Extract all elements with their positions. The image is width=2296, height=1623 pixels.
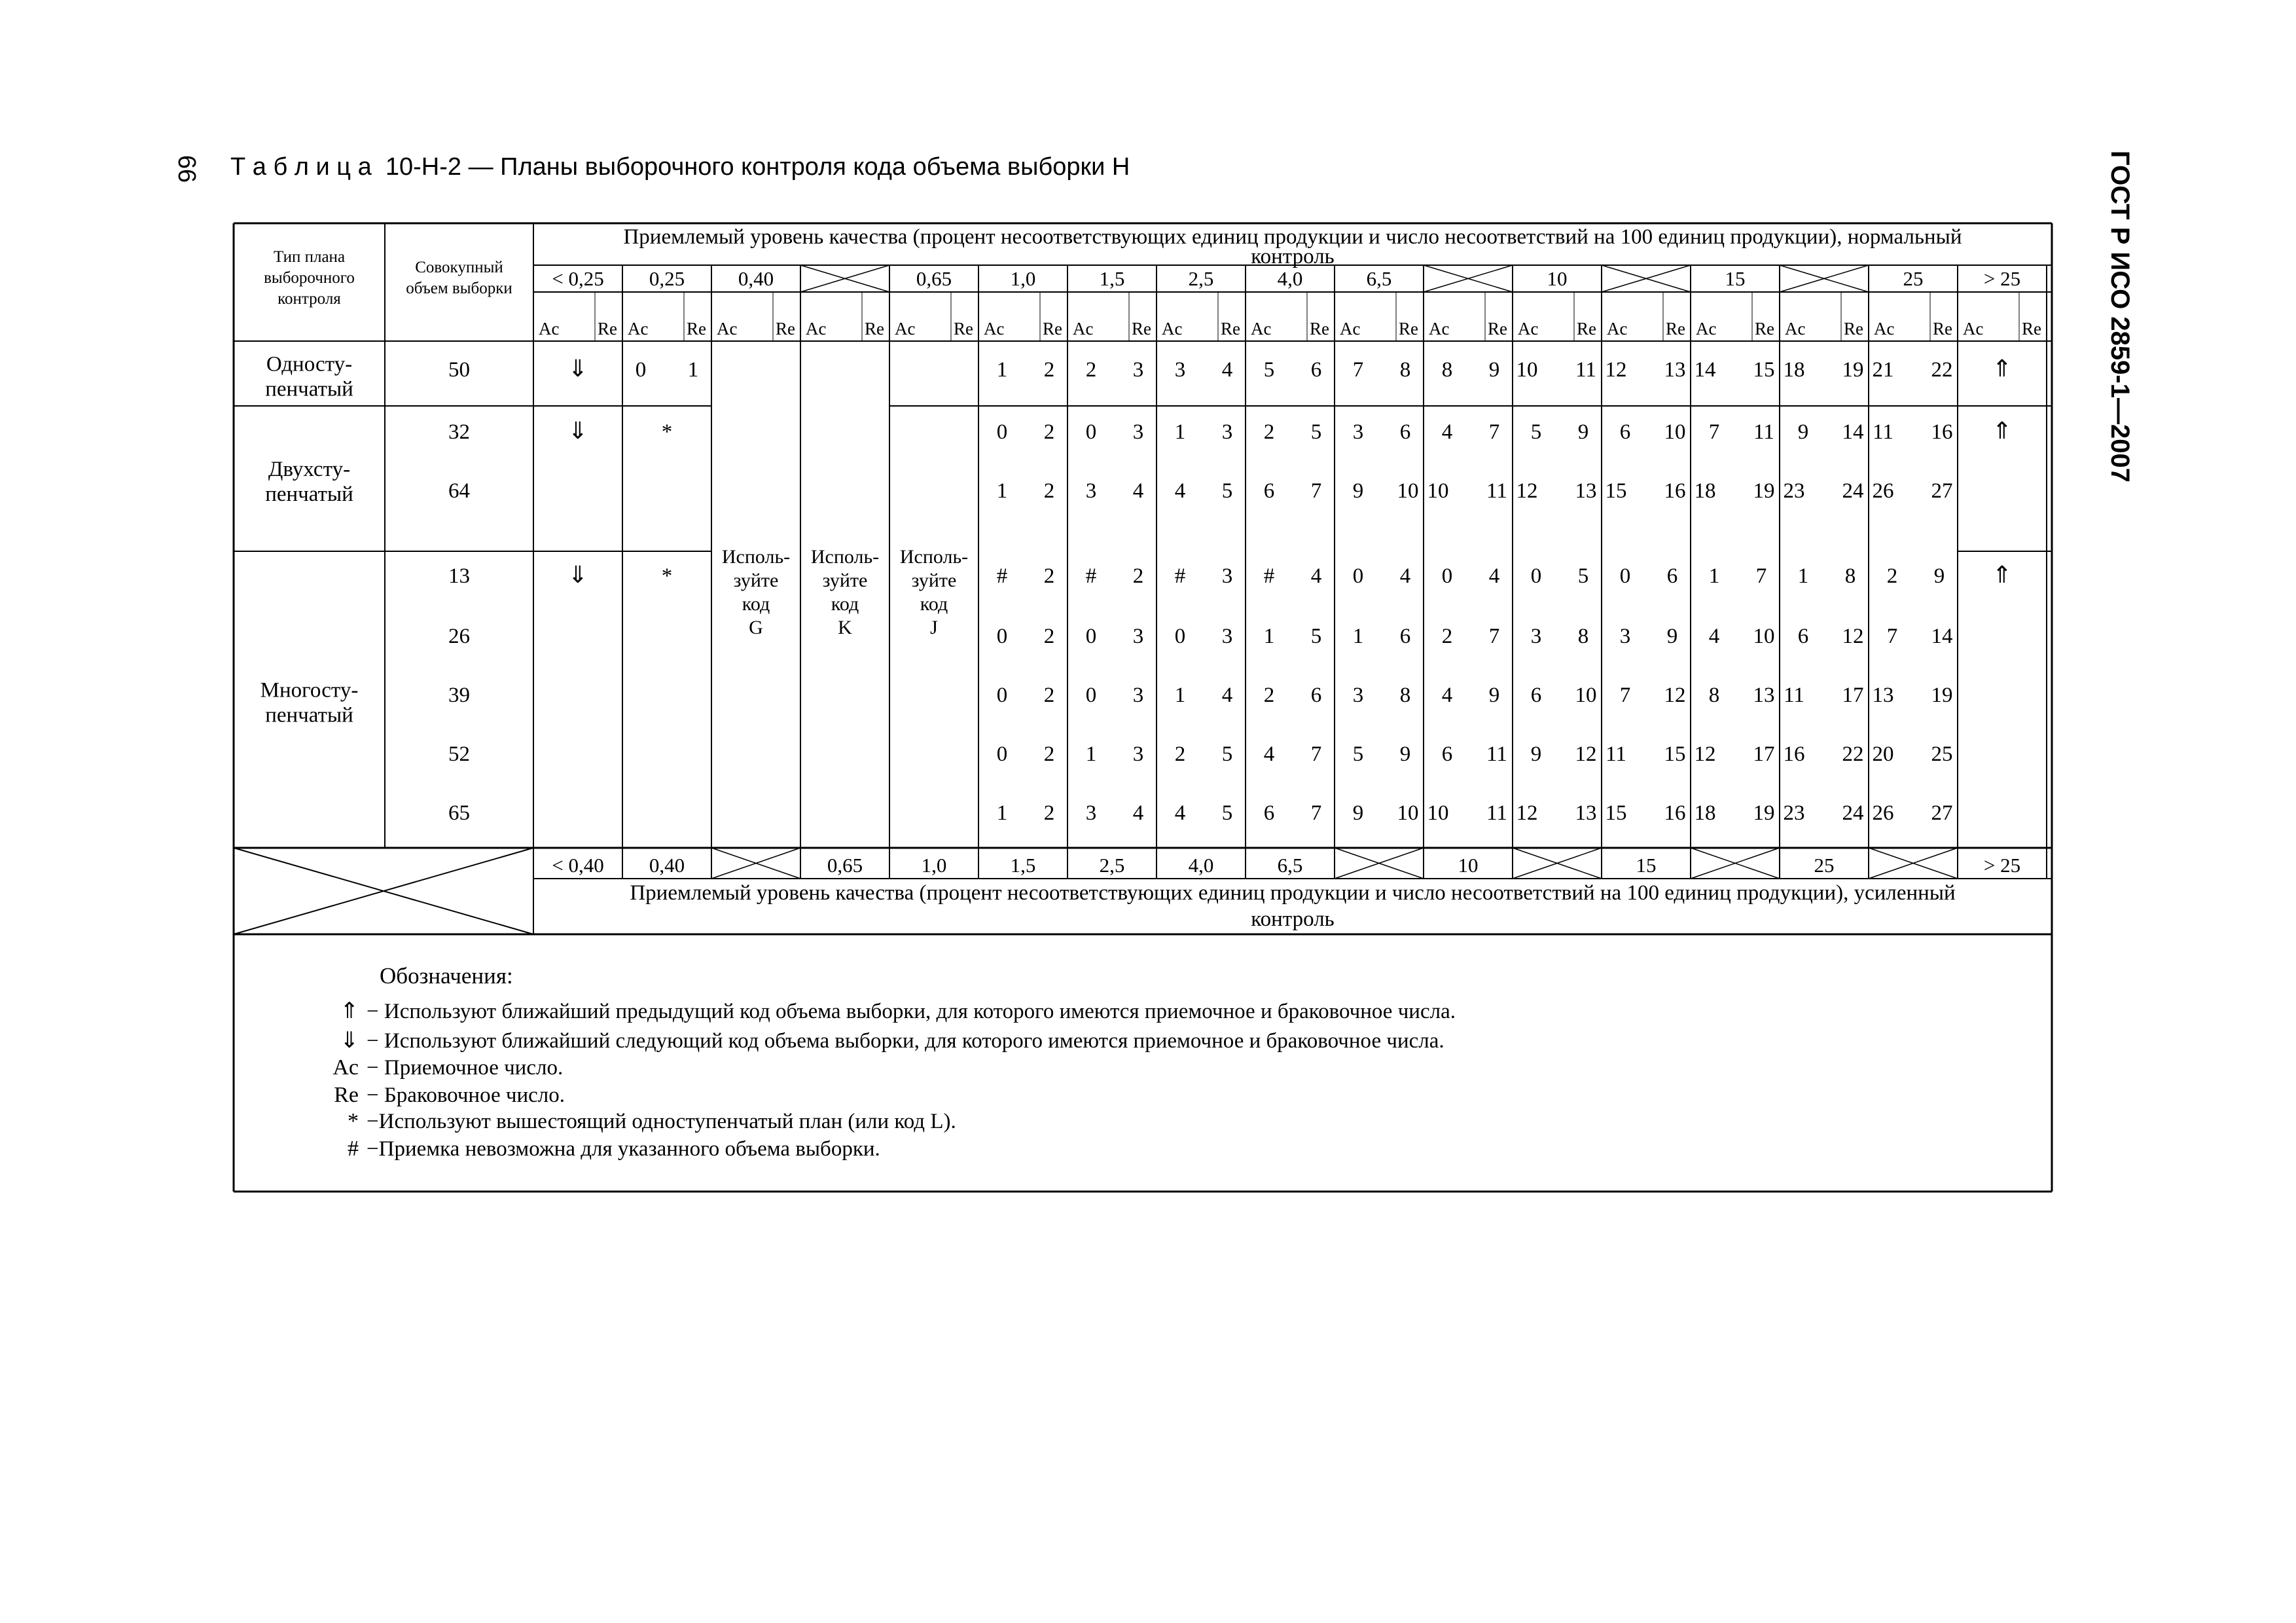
ac-value: 4	[1441, 420, 1453, 444]
ac-value: 0	[996, 625, 1008, 648]
re-value: 5	[1310, 420, 1322, 444]
plan-type-label: пенчатый	[265, 377, 353, 401]
ac-value: 26	[1872, 479, 1894, 503]
star-symbol: *	[661, 564, 673, 588]
normal-aql-value: 2,5	[1188, 267, 1214, 290]
re-value: 9	[1577, 420, 1589, 444]
ac-value: 0	[1619, 564, 1631, 588]
ac-value: 0	[1085, 420, 1097, 444]
use-code-text: G	[749, 617, 763, 638]
normal-aql-value: > 25	[1983, 267, 2021, 290]
ac-value: 5	[1263, 358, 1275, 382]
ac-value: #	[1085, 564, 1097, 588]
normal-aql-value: 1,0	[1010, 267, 1036, 290]
ac-value: 12	[1694, 742, 1716, 766]
tightened-aql-header: Приемлемый уровень качества (процент несоответствующих единиц продукции и число несоответствий на 100 единиц продукции), усиленный	[630, 881, 1956, 905]
legend-symbol: ⇓	[340, 1027, 359, 1053]
ac-value: 6	[1441, 742, 1453, 766]
ac-label: Ac	[1518, 319, 1539, 338]
legend-title: Обозначения:	[380, 963, 513, 989]
ac-value: 6	[1530, 684, 1542, 707]
re-value: 22	[1842, 742, 1864, 766]
ac-value: 8	[1708, 684, 1720, 707]
ac-value: 12	[1516, 801, 1538, 825]
col-header-size: объем выборки	[406, 280, 512, 297]
re-label: Re	[1577, 319, 1596, 338]
arrow-symbol: ⇓	[567, 356, 588, 382]
re-value: 8	[1577, 625, 1589, 648]
legend-box	[332, 963, 1456, 1161]
ac-value: 2	[1085, 358, 1097, 382]
re-value: 12	[1842, 625, 1864, 648]
re-value: 6	[1310, 684, 1322, 707]
legend-symbol: #	[348, 1137, 359, 1161]
ac-value: 1	[996, 479, 1008, 503]
plan-type-label: пенчатый	[265, 483, 353, 506]
standard-designation: ГОСТ Р ИСО 2859-1—2007	[2106, 151, 2134, 483]
ac-value: 7	[1352, 358, 1364, 382]
re-value: 17	[1842, 684, 1864, 707]
ac-value: 11	[1605, 742, 1626, 766]
normal-aql-value: 1,5	[1099, 267, 1125, 290]
ac-value: 0	[996, 742, 1008, 766]
ac-label: Ac	[1340, 319, 1361, 338]
re-label: Re	[687, 319, 706, 338]
ac-value: 12	[1605, 358, 1627, 382]
re-value: 11	[1486, 742, 1507, 766]
ac-value: 8	[1441, 358, 1453, 382]
re-value: 12	[1664, 684, 1686, 707]
use-code-text: код	[920, 593, 948, 615]
normal-aql-value: < 0,25	[552, 267, 604, 290]
normal-aql-value: 6,5	[1366, 267, 1392, 290]
ac-value: 14	[1694, 358, 1716, 382]
plan-type-label: Многосту-	[260, 678, 359, 702]
re-value: 4	[1132, 801, 1144, 825]
ac-value: 0	[1352, 564, 1364, 588]
re-value: 5	[1221, 801, 1233, 825]
re-label: Re	[1488, 319, 1507, 338]
tightened-aql-value: 1,0	[921, 854, 947, 877]
ac-value: 15	[1605, 801, 1627, 825]
sample-size: 26	[448, 625, 470, 648]
ac-value: 3	[1619, 625, 1631, 648]
ac-label: Ac	[1785, 319, 1806, 338]
ac-value: 6	[1619, 420, 1631, 444]
ac-label: Ac	[806, 319, 827, 338]
ac-value: 0	[1530, 564, 1542, 588]
re-value: 27	[1931, 801, 1953, 825]
re-value: 2	[1043, 742, 1055, 766]
ac-value: 15	[1605, 479, 1627, 503]
re-value: 3	[1132, 625, 1144, 648]
re-value: 3	[1221, 625, 1233, 648]
re-value: 13	[1575, 801, 1597, 825]
ac-value: 6	[1263, 801, 1275, 825]
ac-label: Ac	[984, 319, 1005, 338]
re-value: 19	[1753, 479, 1775, 503]
sample-size: 39	[448, 684, 470, 707]
ac-value: 23	[1783, 479, 1805, 503]
ac-label: Ac	[1162, 319, 1183, 338]
ac-value: 9	[1797, 420, 1809, 444]
re-value: 2	[1043, 801, 1055, 825]
ac-value: 1	[1708, 564, 1720, 588]
tightened-aql-value: 10	[1458, 854, 1479, 877]
ac-value: 0	[1174, 625, 1186, 648]
re-value: 25	[1931, 742, 1953, 766]
tightened-aql-value: 0,40	[649, 854, 685, 877]
tightened-aql-value: 0,65	[827, 854, 863, 877]
ac-value: 3	[1352, 420, 1364, 444]
re-label: Re	[1310, 319, 1329, 338]
ac-value: 5	[1352, 742, 1364, 766]
re-value: 6	[1399, 625, 1411, 648]
re-label: Re	[598, 319, 617, 338]
tightened-aql-value: 15	[1636, 854, 1657, 877]
ac-value: 9	[1530, 742, 1542, 766]
ac-value: 1	[1085, 742, 1097, 766]
ac-value: 0	[1085, 625, 1097, 648]
re-value: 11	[1486, 801, 1507, 825]
re-value: 11	[1575, 358, 1596, 382]
legend-text: − Приемочное число.	[367, 1056, 564, 1080]
re-label: Re	[1666, 319, 1685, 338]
re-label: Re	[1399, 319, 1418, 338]
re-value: 16	[1931, 420, 1953, 444]
ac-value: 10	[1427, 801, 1449, 825]
plan-type-label: Односту-	[266, 352, 353, 376]
ac-value: 0	[1441, 564, 1453, 588]
ac-value: 10	[1516, 358, 1538, 382]
re-label: Re	[1933, 319, 1952, 338]
re-value: 2	[1043, 564, 1055, 588]
legend-text: −Приемка невозможна для указанного объема выборки.	[367, 1137, 880, 1161]
ac-value: 1	[1174, 420, 1186, 444]
ac-value: 9	[1352, 479, 1364, 503]
re-value: 19	[1931, 684, 1953, 707]
ac-value: 18	[1783, 358, 1805, 382]
re-value: 9	[1933, 564, 1945, 588]
legend-symbol: *	[348, 1109, 359, 1133]
ac-label: Ac	[539, 319, 560, 338]
sample-size: 64	[448, 479, 470, 503]
re-label: Re	[1043, 319, 1062, 338]
ac-value: 0	[635, 358, 647, 382]
ac-value: 1	[1352, 625, 1364, 648]
plan-type-label: пенчатый	[265, 703, 353, 727]
ac-value: 3	[1085, 801, 1097, 825]
re-value: 16	[1664, 479, 1686, 503]
re-value: 13	[1575, 479, 1597, 503]
legend-text: − Браковочное число.	[367, 1084, 565, 1107]
re-value: 15	[1753, 358, 1775, 382]
re-value: 11	[1486, 479, 1507, 503]
ac-value: 2	[1263, 420, 1275, 444]
re-value: 14	[1931, 625, 1953, 648]
page-number: 66	[173, 155, 200, 183]
ac-value: 16	[1783, 742, 1805, 766]
re-value: 7	[1488, 625, 1500, 648]
ac-value: 1	[1797, 564, 1809, 588]
legend-symbol: Re	[334, 1083, 359, 1107]
re-value: 5	[1577, 564, 1589, 588]
normal-aql-value: 0,65	[916, 267, 952, 290]
re-label: Re	[1844, 319, 1863, 338]
re-value: 6	[1666, 564, 1678, 588]
ac-label: Ac	[1429, 319, 1450, 338]
re-value: 10	[1575, 684, 1597, 707]
re-value: 10	[1397, 801, 1419, 825]
arrow-symbol: ⇑	[1992, 356, 2013, 382]
re-value: 8	[1399, 684, 1411, 707]
col-header-type: выборочного	[264, 269, 355, 287]
re-value: 11	[1753, 420, 1774, 444]
re-label: Re	[776, 319, 795, 338]
re-value: 4	[1132, 479, 1144, 503]
re-value: 2	[1043, 684, 1055, 707]
re-value: 17	[1753, 742, 1775, 766]
legend-text: − Используют ближайший предыдущий код объема выборки, для которого имеются приемочное и браковочное числа.	[367, 1000, 1456, 1023]
ac-value: 2	[1886, 564, 1898, 588]
re-value: 7	[1310, 479, 1322, 503]
arrow-symbol: ⇓	[567, 562, 588, 589]
ac-label: Ac	[895, 319, 916, 338]
sample-size: 50	[448, 358, 470, 382]
tightened-aql-header: контроль	[1251, 907, 1335, 931]
re-value: 7	[1310, 742, 1322, 766]
ac-value: 4	[1174, 479, 1186, 503]
sample-size: 13	[448, 564, 470, 588]
re-label: Re	[1221, 319, 1240, 338]
re-value: 2	[1043, 479, 1055, 503]
re-value: 3	[1132, 684, 1144, 707]
re-value: 9	[1399, 742, 1411, 766]
ac-value: 18	[1694, 801, 1716, 825]
ac-value: 2	[1174, 742, 1186, 766]
re-value: 5	[1221, 742, 1233, 766]
ac-value: 5	[1530, 420, 1542, 444]
tightened-aql-value: 1,5	[1010, 854, 1036, 877]
re-value: 14	[1842, 420, 1864, 444]
use-code-text: Исполь-	[899, 546, 969, 568]
ac-value: 3	[1174, 358, 1186, 382]
ac-value: 3	[1530, 625, 1542, 648]
col-header-type: Тип плана	[273, 248, 346, 266]
re-value: 3	[1132, 420, 1144, 444]
col-header-type: контроля	[278, 290, 341, 308]
re-value: 7	[1310, 801, 1322, 825]
re-value: 8	[1399, 358, 1411, 382]
re-value: 10	[1397, 479, 1419, 503]
ac-value: 7	[1886, 625, 1898, 648]
ac-value: 0	[996, 420, 1008, 444]
re-value: 19	[1753, 801, 1775, 825]
ac-value: 6	[1263, 479, 1275, 503]
ac-value: 0	[996, 684, 1008, 707]
ac-value: 13	[1872, 684, 1894, 707]
tightened-aql-value: 2,5	[1099, 854, 1125, 877]
re-value: 8	[1844, 564, 1856, 588]
ac-value: 1	[1174, 684, 1186, 707]
re-value: 4	[1221, 358, 1233, 382]
use-code-text: зуйте	[822, 570, 868, 591]
use-code-text: K	[838, 617, 852, 638]
legend-text: − Используют ближайший следующий код объема выборки, для которого имеются приемочное и браковочное числа.	[367, 1029, 1444, 1053]
arrow-symbol: ⇓	[567, 418, 588, 445]
re-value: 15	[1664, 742, 1686, 766]
tightened-aql-value: 6,5	[1277, 854, 1303, 877]
ac-value: 4	[1174, 801, 1186, 825]
ac-value: 10	[1427, 479, 1449, 503]
re-value: 7	[1488, 420, 1500, 444]
use-code-text: зуйте	[733, 570, 779, 591]
re-value: 24	[1842, 479, 1864, 503]
re-value: 24	[1842, 801, 1864, 825]
use-code-text: J	[930, 617, 938, 638]
sample-size: 52	[448, 742, 470, 766]
legend-text: −Используют вышестоящий одноступенчатый план (или код L).	[367, 1110, 956, 1133]
re-value: 10	[1753, 625, 1775, 648]
use-code-text: Исполь-	[810, 546, 880, 568]
ac-value: 4	[1708, 625, 1720, 648]
re-value: 9	[1488, 684, 1500, 707]
re-value: 13	[1664, 358, 1686, 382]
ac-value: 9	[1352, 801, 1364, 825]
ac-value: #	[1174, 564, 1186, 588]
table-title: Т а б л и ц а 10-Н-2 — Планы выборочного контроля кода объема выборки Н	[230, 153, 1130, 181]
tightened-aql-value: > 25	[1983, 854, 2021, 877]
re-value: 4	[1488, 564, 1500, 588]
re-value: 6	[1399, 420, 1411, 444]
ac-value: 11	[1873, 420, 1893, 444]
re-value: 2	[1043, 358, 1055, 382]
use-code-text: зуйте	[911, 570, 957, 591]
use-code-text: Исполь-	[721, 546, 791, 568]
ac-value: 3	[1085, 479, 1097, 503]
re-value: 4	[1399, 564, 1411, 588]
re-value: 9	[1488, 358, 1500, 382]
plan-type-label: Двухсту-	[268, 458, 351, 481]
ac-value: #	[996, 564, 1008, 588]
re-value: 9	[1666, 625, 1678, 648]
re-value: 2	[1043, 625, 1055, 648]
normal-aql-header: Приемлемый уровень качества (процент несоответствующих единиц продукции и число несоответствий на 100 единиц продукции), нормальный	[623, 225, 1962, 249]
ac-value: 1	[996, 358, 1008, 382]
ac-value: 7	[1619, 684, 1631, 707]
normal-aql-value: 0,25	[649, 267, 685, 290]
re-value: 5	[1221, 479, 1233, 503]
re-value: 2	[1043, 420, 1055, 444]
ac-value: 12	[1516, 479, 1538, 503]
ac-value: 18	[1694, 479, 1716, 503]
re-value: 3	[1221, 564, 1233, 588]
re-value: 7	[1755, 564, 1767, 588]
re-value: 4	[1221, 684, 1233, 707]
normal-aql-value: 25	[1903, 267, 1924, 290]
ac-value: 11	[1784, 684, 1804, 707]
re-value: 3	[1132, 742, 1144, 766]
normal-aql-value: 15	[1725, 267, 1746, 290]
re-label: Re	[1755, 319, 1774, 338]
legend-symbol: Ac	[332, 1055, 359, 1080]
use-code-text: код	[831, 593, 859, 615]
ac-value: 4	[1441, 684, 1453, 707]
re-value: 2	[1132, 564, 1144, 588]
normal-aql-value: 0,40	[738, 267, 774, 290]
ac-value: 26	[1872, 801, 1894, 825]
tightened-aql-value: < 0,40	[552, 854, 604, 877]
normal-aql-header: контроль	[1251, 245, 1335, 268]
ac-label: Ac	[1607, 319, 1628, 338]
ac-value: 7	[1708, 420, 1720, 444]
normal-aql-value: 4,0	[1277, 267, 1303, 290]
re-label: Re	[865, 319, 884, 338]
ac-value: 6	[1797, 625, 1809, 648]
re-label: Re	[1132, 319, 1151, 338]
re-value: 10	[1664, 420, 1686, 444]
re-value: 3	[1221, 420, 1233, 444]
use-code-text: код	[742, 593, 770, 615]
ac-value: 23	[1783, 801, 1805, 825]
legend-symbol: ⇑	[340, 998, 359, 1024]
re-value: 3	[1132, 358, 1144, 382]
arrow-symbol: ⇑	[1992, 562, 2013, 589]
re-value: 5	[1310, 625, 1322, 648]
normal-aql-value: 10	[1547, 267, 1568, 290]
ac-label: Ac	[1251, 319, 1272, 338]
sample-size: 32	[448, 420, 470, 444]
ac-value: 3	[1352, 684, 1364, 707]
ac-label: Ac	[1696, 319, 1717, 338]
ac-value: 20	[1872, 742, 1894, 766]
ac-label: Ac	[1874, 319, 1895, 338]
col-header-size: Совокупный	[415, 259, 503, 276]
re-value: 12	[1575, 742, 1597, 766]
ac-value: 1	[1263, 625, 1275, 648]
ac-label: Ac	[1073, 319, 1094, 338]
re-label: Re	[2022, 319, 2041, 338]
re-value: 22	[1931, 358, 1953, 382]
ac-label: Ac	[1963, 319, 1984, 338]
re-value: 6	[1310, 358, 1322, 382]
ac-value: 4	[1263, 742, 1275, 766]
ac-value: 2	[1263, 684, 1275, 707]
arrow-symbol: ⇑	[1992, 418, 2013, 445]
re-value: 4	[1310, 564, 1322, 588]
sample-size: 65	[448, 801, 470, 825]
ac-value: 1	[996, 801, 1008, 825]
re-value: 27	[1931, 479, 1953, 503]
re-value: 16	[1664, 801, 1686, 825]
ac-value: 21	[1872, 358, 1894, 382]
re-value: 19	[1842, 358, 1864, 382]
star-symbol: *	[661, 420, 673, 444]
ac-value: 2	[1441, 625, 1453, 648]
ac-value: 0	[1085, 684, 1097, 707]
re-value: 1	[687, 358, 699, 382]
tightened-aql-value: 4,0	[1188, 854, 1214, 877]
re-label: Re	[954, 319, 973, 338]
ac-label: Ac	[628, 319, 649, 338]
tightened-aql-value: 25	[1814, 854, 1835, 877]
ac-label: Ac	[717, 319, 738, 338]
re-value: 13	[1753, 684, 1775, 707]
ac-value: #	[1263, 564, 1275, 588]
